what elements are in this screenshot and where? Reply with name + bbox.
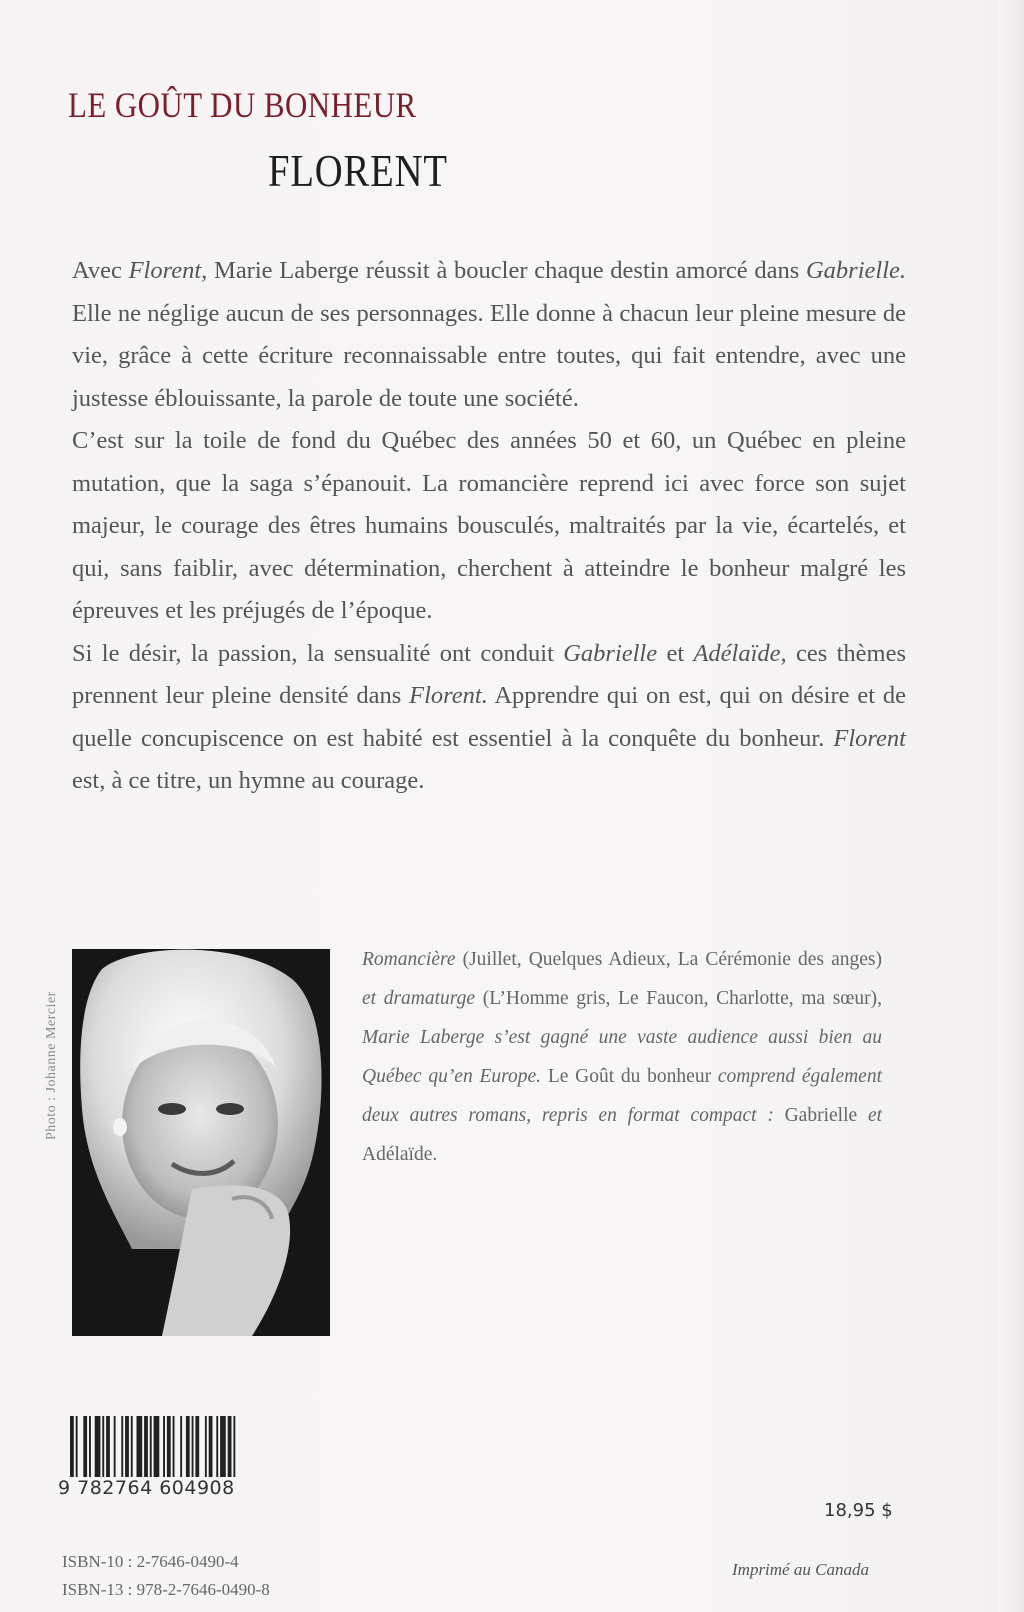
- text-run: Marie Laberge réussit à boucler chaque destin amorcé dans: [207, 257, 806, 284]
- author-portrait-image: [72, 949, 330, 1336]
- author-bio: [362, 940, 882, 1174]
- title-reference: Gabrielle.: [805, 257, 907, 284]
- text-run: Marie Laberge s’est gagné une vaste audience aussi bien au Québec qu’en Europe.: [362, 1027, 882, 1087]
- description: [72, 250, 906, 803]
- text-run: et: [657, 639, 694, 667]
- author-photo: [72, 949, 330, 1336]
- title-reference: Florent,: [128, 257, 208, 284]
- description-paragraph-1: [72, 250, 906, 420]
- title-reference: Adélaïde,: [693, 639, 787, 667]
- text-run: Romancière: [362, 949, 456, 970]
- text-run: et dramaturge: [362, 988, 476, 1009]
- text-run: Avec: [72, 257, 129, 284]
- text-run: (L’Homme gris, Le Faucon, Charlotte, ma sœur),: [475, 988, 882, 1009]
- text-run: Elle ne néglige aucun de ses personnages. Elle donne à chacun leur pleine mesure de vie, grâce à cette écriture reconnaissable entre toutes, qui fait entendre, avec une justesse éblouissante, la parole de toute une société.: [72, 299, 906, 412]
- text-run: comprend également deux autres romans, repris en format compact :: [362, 1066, 882, 1126]
- title-reference: Gabrielle: [563, 639, 658, 667]
- text-run: et: [867, 1105, 883, 1126]
- description-paragraph-2: C’est sur la toile de fond du Québec des années 50 et 60, un Québec en pleine mutation, que la saga s’épanouit. La romancière reprend ici avec force son sujet majeur, le courage des êtres humains bousculés, maltraités par la vie, écartelés, et qui, sans faiblir, avec détermination, cherchent à atteindre le bonheur malgré les épreuves et les préjugés de l’époque.: [72, 427, 906, 624]
- series-title: LE GOÛT DU BONHEUR: [68, 85, 417, 125]
- isbn-block: [62, 1548, 270, 1604]
- isbn-13: ISBN-13 : 978-2-7646-0490-8: [62, 1580, 270, 1599]
- photo-credit: Photo : Johanne Mercier: [44, 991, 59, 1140]
- price: 18,95 $: [824, 1500, 893, 1521]
- cover-edge: [998, 0, 1024, 1612]
- description-paragraph-3: [72, 633, 906, 803]
- text-run: Adélaïde.: [362, 1144, 438, 1165]
- text-run: Le Goût du bonheur: [541, 1066, 718, 1087]
- text-run: est, à ce titre, un hymne au courage.: [72, 767, 425, 794]
- title-reference: Florent: [833, 724, 906, 752]
- text-run: ces thèmes prennent leur pleine densité dans: [72, 639, 907, 709]
- title-reference: Florent.: [409, 682, 488, 709]
- barcode-digits: 9 782764 604908: [56, 1477, 278, 1499]
- printed-in: Imprimé au Canada: [732, 1560, 869, 1579]
- text-run: Si le désir, la passion, la sensualité ont conduit: [72, 639, 564, 667]
- text-run: Apprendre qui on est, qui on désire et de quelle concupiscence on est habité est essentiel à la conquête du bonheur.: [72, 682, 906, 752]
- text-run: Gabrielle: [773, 1105, 868, 1126]
- text-run: (Juillet, Quelques Adieux, La Cérémonie des anges): [455, 949, 882, 970]
- isbn-10: ISBN-10 : 2-7646-0490-4: [62, 1552, 239, 1571]
- book-title: FLORENT: [268, 145, 448, 196]
